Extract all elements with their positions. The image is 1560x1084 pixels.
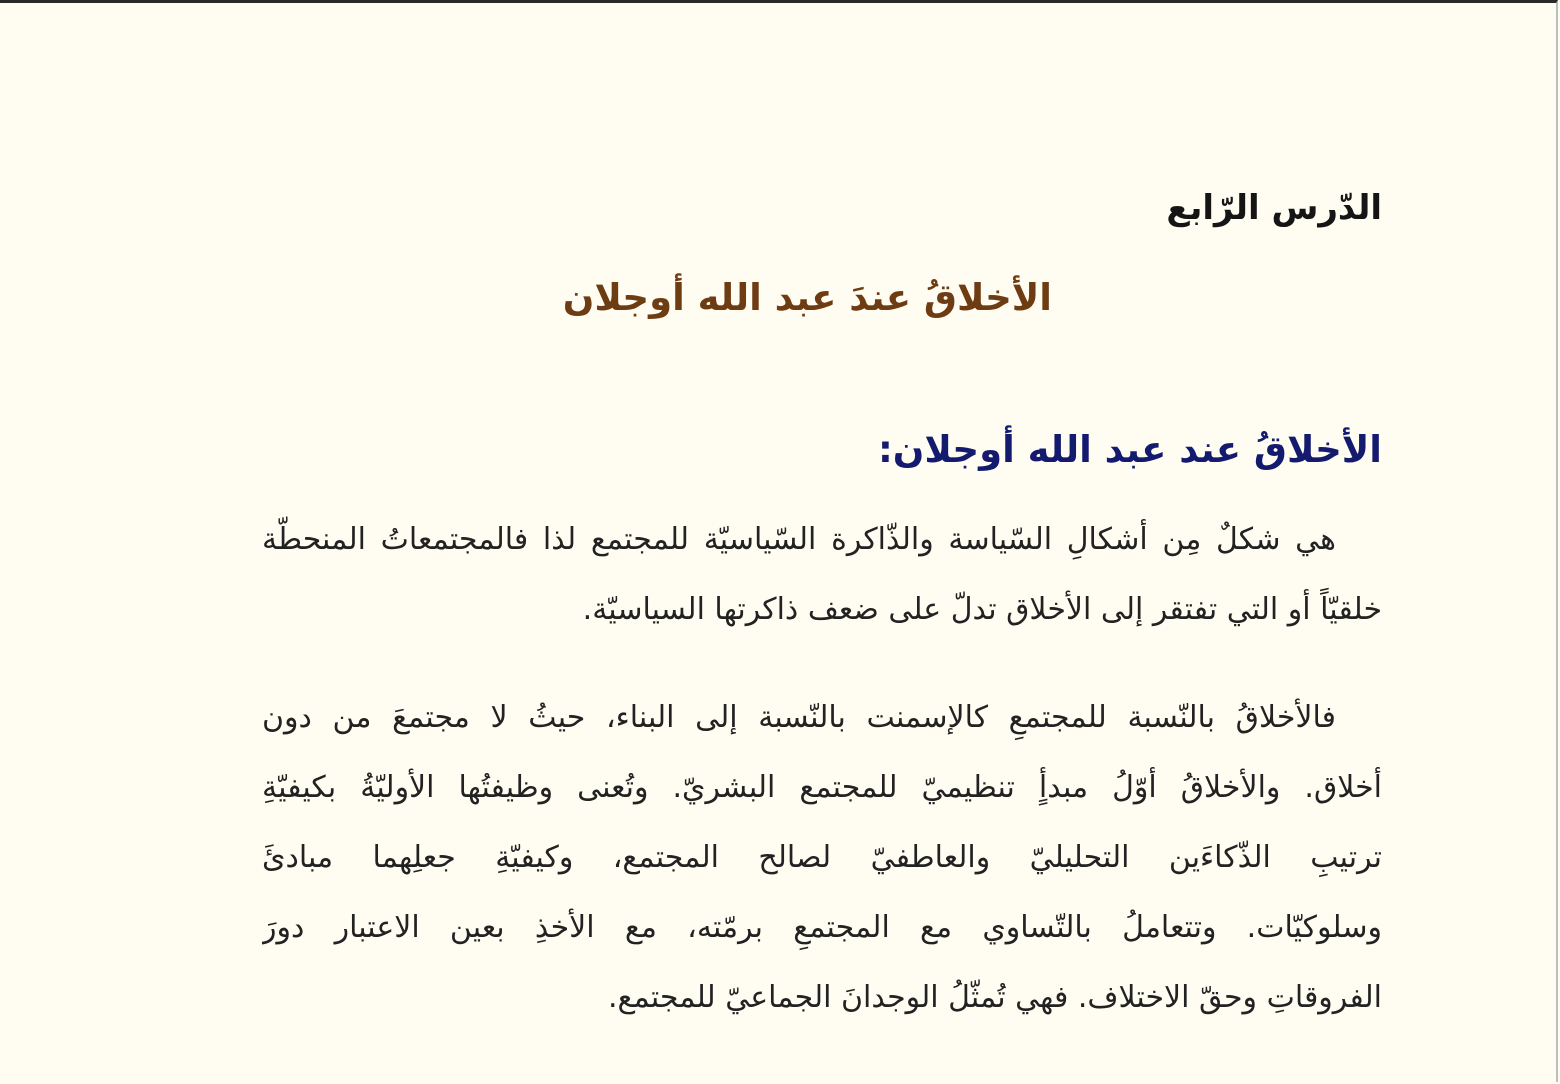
paragraph-line: هي شكلٌ مِن أشكالِ السّياسة والذّاكرة السّياسيّة للمجتمع لذا فالمجتمعاتُ المنحطّة [262, 522, 1336, 557]
paragraph-line: خلقيّاً أو التي تفتقر إلى الأخلاق تدلّ على ضعف ذاكرتها السياسيّة. [582, 592, 1382, 627]
paragraph-2 [262, 690, 1382, 1040]
paragraph-line: الفروقاتِ وحقّ الاختلاف. فهي تُمثّلُ الوجدانَ الجماعيّ للمجتمع. [608, 980, 1382, 1015]
paragraph-line: فالأخلاقُ بالنّسبة للمجتمعِ كالإسمنت بالنّسبة إلى البناء، حيثُ لا مجتمعَ من دون [262, 700, 1336, 735]
lesson-label: الدّرس الرّابع [1166, 188, 1382, 228]
paragraph-line: أخلاق. والأخلاقُ أوّلُ مبدأٍ تنظيميّ للمجتمع البشريّ. وتُعنى وظيفتُها الأوليّةُ بكيفيّةِ [262, 770, 1382, 805]
paragraph-line: ترتيبِ الذّكاءَين التحليليّ والعاطفيّ لصالح المجتمع، وكيفيّةِ جعلِهما مبادئَ [262, 840, 1382, 875]
section-heading: الأخلاقُ عند عبد الله أوجلان: [877, 428, 1382, 471]
paragraph-1 [262, 512, 1382, 652]
paragraph-line: وسلوكيّات. وتتعاملُ بالتّساوي مع المجتمعِ برمّته، مع الأخذِ بعين الاعتبار دورَ [262, 910, 1382, 945]
lesson-title: الأخلاقُ عندَ عبد الله أوجلان [562, 276, 1052, 319]
